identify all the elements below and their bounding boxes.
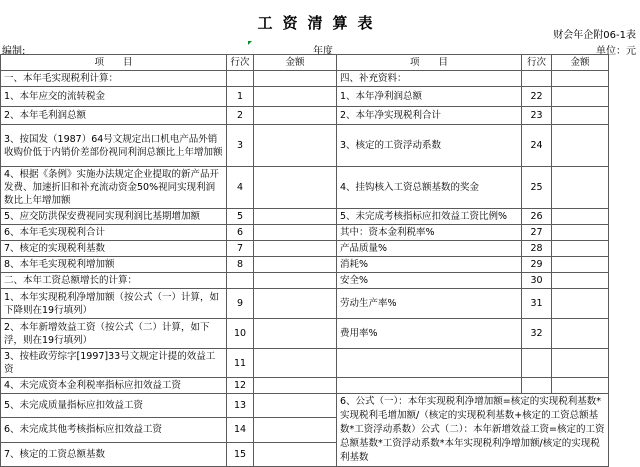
left-row-no: 11 [227,349,254,378]
right-amount-cell[interactable] [552,273,609,289]
right-row-no: 28 [522,241,552,257]
left-amount-cell[interactable] [254,349,337,378]
left-row-no: 3 [227,125,254,167]
right-item: 5、未完成考核指标应扣效益工资比例% [337,209,522,225]
right-amount-cell[interactable] [552,257,609,273]
year-label: 年度 [313,46,333,57]
left-amount-cell[interactable] [254,87,337,107]
left-row-no: 8 [227,257,254,273]
form-number: 财会年企附06-1表 [553,30,636,41]
right-item: 劳动生产率% [337,289,522,319]
left-item: 4、根据《条例》实施办法规定企业提取的新产品开发费、加速折旧和补充流动资金50%视同实现利润数比上年增加额 [1,167,227,209]
left-amount-cell[interactable] [254,319,337,349]
left-item: 7、核定的工资总额基数 [1,442,227,466]
right-row-no: 29 [522,257,552,273]
right-amount-cell[interactable] [552,289,609,319]
right-blank-cell [522,349,552,378]
col-header-item-right: 项 目 [337,55,522,71]
left-item: 2、本年新增效益工资（按公式（二）计算，如下浮，则在19行填列） [1,319,227,349]
right-row-no: 24 [522,125,552,167]
left-amount-cell[interactable] [254,71,337,87]
right-row-no: 27 [522,225,552,241]
table-row [1,289,609,319]
right-amount-cell[interactable] [552,167,609,209]
left-item: 二、本年工资总额增长的计算： [1,273,227,289]
right-amount-cell[interactable] [552,225,609,241]
right-item: 安全% [337,273,522,289]
left-item: 3、按桂政劳综字[1997]33号文规定计提的效益工资 [1,349,227,378]
left-row-no: 1 [227,87,254,107]
org-label: 编制: [2,46,26,57]
left-amount-cell[interactable] [254,418,337,442]
table-row [1,107,609,125]
table-row [1,319,609,349]
right-item: 4、挂钩核入工资总额基数的奖金 [337,167,522,209]
left-amount-cell[interactable] [254,241,337,257]
salary-settlement-table [0,54,609,467]
table-row [1,257,609,273]
right-row-no [522,71,552,87]
left-row-no: 9 [227,289,254,319]
left-row-no: 12 [227,378,254,394]
right-blank-cell [552,378,609,394]
table-row [1,378,609,394]
left-amount-cell[interactable] [254,257,337,273]
table-row [1,125,609,167]
table-row [1,167,609,209]
right-item: 其中：资本金利税率% [337,225,522,241]
right-row-no: 25 [522,167,552,209]
col-header-amount-left: 金额 [254,55,337,71]
right-row-no: 32 [522,319,552,349]
left-row-no: 15 [227,442,254,466]
left-amount-cell[interactable] [254,225,337,241]
left-item: 7、核定的实现税利基数 [1,241,227,257]
right-row-no: 30 [522,273,552,289]
right-item: 2、本年净实现税利合计 [337,107,522,125]
right-amount-cell[interactable] [552,319,609,349]
table-row [1,273,609,289]
cell-comment-marker [248,41,252,45]
table-row [1,394,609,418]
table-row [1,349,609,378]
left-item: 1、本年实现税利净增加额（按公式（一）计算，如下降则在19行填列） [1,289,227,319]
left-row-no: 5 [227,209,254,225]
left-amount-cell[interactable] [254,289,337,319]
left-item: 一、本年毛实现税利计算： [1,71,227,87]
right-blank-cell [522,378,552,394]
left-row-no [227,273,254,289]
right-amount-cell[interactable] [552,125,609,167]
col-header-item-left: 项 目 [1,55,227,71]
left-item: 2、本年毛利润总额 [1,107,227,125]
formula-note: 6、公式（一）：本年实现税利净增加额=核定的实现税利基数*实现税利毛增加额/（核定的实现税利基数+核定的工资总额基数*工资浮动系数）公式（二）：本年新增效益工资=核定的工资总额基数*工资浮动系数*本年实现税利净增加额/核定的实现税利基数 [337,394,609,467]
left-row-no: 6 [227,225,254,241]
left-amount-cell[interactable] [254,125,337,167]
left-amount-cell[interactable] [254,394,337,418]
left-amount-cell[interactable] [254,273,337,289]
right-amount-cell[interactable] [552,241,609,257]
right-row-no: 26 [522,209,552,225]
table-row [1,241,609,257]
right-amount-cell[interactable] [552,209,609,225]
left-item: 1、本年应交的流转税金 [1,87,227,107]
left-row-no: 10 [227,319,254,349]
right-amount-cell[interactable] [552,87,609,107]
right-item: 四、补充资料： [337,71,522,87]
right-item: 产品质量% [337,241,522,257]
right-row-no: 31 [522,289,552,319]
left-row-no: 4 [227,167,254,209]
col-header-rowno-right: 行次 [522,55,552,71]
right-amount-cell[interactable] [552,107,609,125]
right-blank-cell [337,349,522,378]
left-row-no: 13 [227,394,254,418]
table-row [1,209,609,225]
unit-label: 单位：元 [596,46,636,57]
report-title: 工资清算表 [257,14,383,32]
right-item: 消耗% [337,257,522,273]
left-amount-cell[interactable] [254,442,337,466]
left-item: 6、本年毛实现税利合计 [1,225,227,241]
left-row-no: 2 [227,107,254,125]
right-row-no: 22 [522,87,552,107]
meta-row [0,40,640,57]
right-amount-cell[interactable] [552,71,609,87]
left-item: 4、未完成资本金利税率指标应扣效益工资 [1,378,227,394]
left-item: 5、应交防洪保安费视同实现利润比基期增加额 [1,209,227,225]
right-item: 费用率% [337,319,522,349]
left-row-no: 7 [227,241,254,257]
left-amount-cell[interactable] [254,378,337,394]
right-row-no: 23 [522,107,552,125]
table-row [1,71,609,87]
right-blank-cell [552,349,609,378]
left-amount-cell[interactable] [254,209,337,225]
col-header-rowno-left: 行次 [227,55,254,71]
left-item: 3、按国发（1987）64号文规定出口机电产品外销收购价低于内销价差部份视同利润总额比上年增加额 [1,125,227,167]
table-row [1,225,609,241]
right-item: 3、核定的工资浮动系数 [337,125,522,167]
left-item: 8、本年毛实现税利增加额 [1,257,227,273]
left-row-no [227,71,254,87]
table-header-row [1,55,609,71]
table-row [1,87,609,107]
right-item: 1、本年净利润总额 [337,87,522,107]
right-blank-cell [337,378,522,394]
left-amount-cell[interactable] [254,107,337,125]
col-header-amount-right: 金额 [552,55,609,71]
left-amount-cell[interactable] [254,167,337,209]
left-item: 5、未完成质量指标应扣效益工资 [1,394,227,418]
left-item: 6、未完成其他考核指标应扣效益工资 [1,418,227,442]
left-row-no: 14 [227,418,254,442]
